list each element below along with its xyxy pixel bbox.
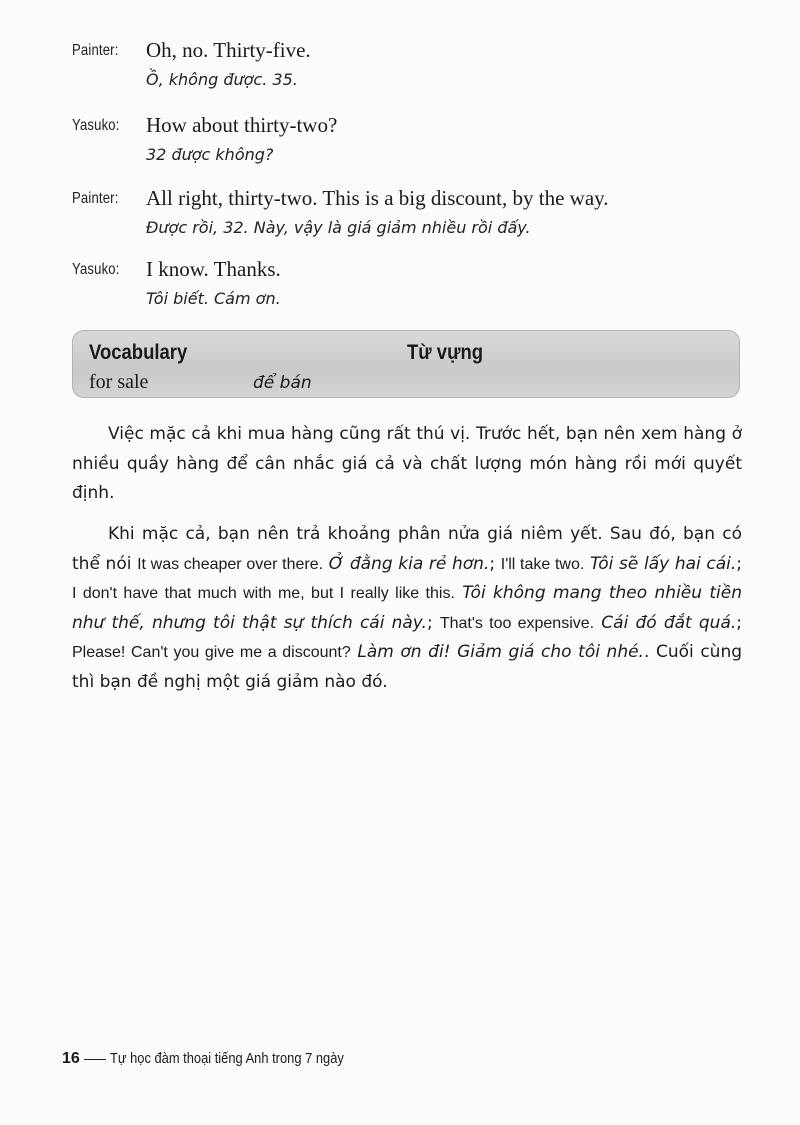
paragraph-text: . Cuối cùng thì bạn đề nghị một giá giảm nào đó. xyxy=(72,642,743,692)
vocabulary-box xyxy=(72,330,740,398)
english-line: All right, thirty-two. This is a big discount, by the way. xyxy=(146,186,609,210)
english-phrase: That's too expensive. xyxy=(439,614,595,632)
speaker-label: Yasuko: xyxy=(72,261,120,278)
speaker-label: Painter: xyxy=(72,42,119,59)
vietnamese-phrase: Tôi không mang theo nhiều tiền như thế, nhưng tôi thật sự thích cái này. xyxy=(72,583,743,633)
english-phrase: I don't have that much with me, but I really like this. xyxy=(72,585,455,602)
page-number: 16 xyxy=(62,1050,80,1067)
vietnamese-phrase: Tôi sẽ lấy hai cái. xyxy=(589,553,737,574)
english-phrase: Please! Can't you give me a discount? xyxy=(72,644,351,661)
paragraph-text: Khi mặc cả, bạn nên trả khoảng phân nửa giá niêm yết. Sau đó, bạn có thể nói xyxy=(72,524,742,574)
book-title: Tự học đàm thoại tiếng Anh trong 7 ngày xyxy=(109,1050,344,1067)
vietnamese-line: 32 được không? xyxy=(146,145,274,164)
footer-dash xyxy=(84,1059,106,1060)
vocabulary-heading-vietnamese: Từ vựng xyxy=(407,341,484,364)
vietnamese-phrase: Làm ơn đi! Giảm giá cho tôi nhé. xyxy=(357,642,644,662)
vocabulary-term: for sale xyxy=(89,371,149,393)
english-line: Oh, no. Thirty-five. xyxy=(146,38,311,62)
vietnamese-line: Ồ, không được. 35. xyxy=(146,70,298,89)
vocabulary-heading: Vocabulary xyxy=(89,341,188,364)
speaker-label: Yasuko: xyxy=(72,117,120,134)
vietnamese-phrase: Ở đằng kia rẻ hơn. xyxy=(328,553,490,574)
body-paragraph: Khi mặc cả, bạn nên trả khoảng phân nửa giá niêm yết. Sau đó, bạn có thể nói It was cheaper over there. Ở đằng kia rẻ hơn.; I'll take two. Tôi sẽ lấy hai cái.; I don't have that much with me, but I really like this. Tôi không mang theo nhiều tiền như thế, nhưng tôi thật sự thích cái này.; That's too expensive. Cái đó đắt quá.; Please! Can't you give me a discount? Làm ơn đi! Giảm giá cho tôi nhé.. Cuối cùng thì bạn đề nghị một giá giảm nào đó. xyxy=(72,524,743,692)
vietnamese-line: Tôi biết. Cám ơn. xyxy=(146,289,281,308)
english-line: I know. Thanks. xyxy=(146,257,281,281)
vocabulary-definition: để bán xyxy=(253,373,312,393)
english-phrase: I'll take two. xyxy=(500,555,585,573)
english-line: How about thirty-two? xyxy=(146,113,338,137)
vietnamese-line: Được rồi, 32. Này, vậy là giá giảm nhiều rồi đấy. xyxy=(146,218,531,237)
paragraph-text: Việc mặc cả khi mua hàng cũng rất thú vị. Trước hết, bạn nên xem hàng ở nhiều quầy hàng để cân nhắc giá cả và chất lượng món hàng rồi mới quyết định. xyxy=(72,424,742,503)
english-phrase: It was cheaper over there. xyxy=(137,555,324,573)
vietnamese-phrase: Cái đó đắt quá. xyxy=(601,612,737,633)
page-footer xyxy=(62,1050,382,1068)
body-paragraph xyxy=(72,420,742,509)
speaker-label: Painter: xyxy=(72,190,119,207)
